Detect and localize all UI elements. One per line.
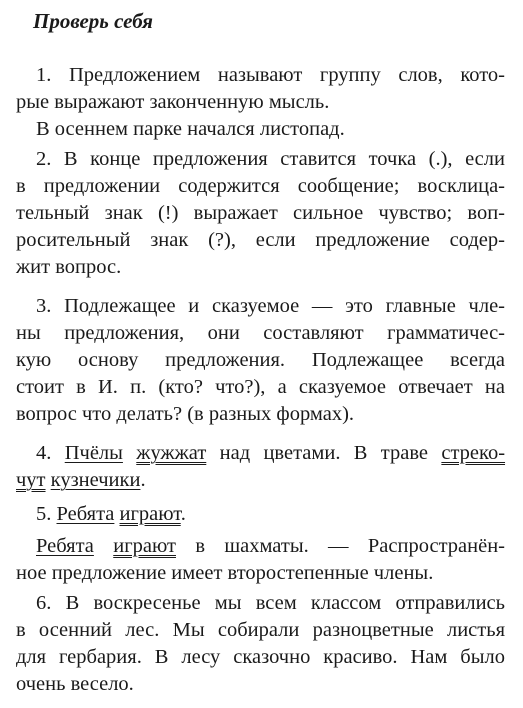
p4-end: . [140, 469, 146, 491]
p6-line-4: очень весело. [16, 673, 134, 695]
subject-word: Ребята [36, 535, 94, 557]
predicate-word: стреко- [441, 442, 506, 464]
predicate-word: чут [16, 469, 46, 491]
p6-line-1: 6. В воскресенье мы всем классом отправились [36, 592, 505, 614]
p2-line-2: в предложении содержится сообщение; восклица- [16, 175, 505, 197]
p3-line-1: 3. Подлежащее и сказуемое — это главные чле- [36, 295, 505, 317]
predicate-word: играют [113, 535, 176, 557]
p6-line-2: в осенний лес. Мы собирали разноцветные листья [16, 619, 505, 641]
p2-line-3: тельный знак (!) выражает сильное чувство; воп- [16, 202, 505, 224]
p4-text: над цветами. В траве [219, 442, 429, 464]
p3-line-4: стоит в И. п. (кто? что?), а сказуемое отвечает на [16, 376, 505, 398]
subject-word: Ребята [56, 503, 115, 525]
p4-line-2 [16, 467, 146, 493]
p5b-text: в шахматы. — Распространён- [195, 535, 506, 557]
p2-line-4: росительный знак (?), если предложение содер- [16, 229, 505, 251]
section-heading: Проверь себя [33, 9, 153, 33]
p1-line-2: рые выражают законченную мысль. [16, 91, 330, 113]
subject-word: кузнечики [50, 469, 141, 491]
p3-line-3: кую основу предложения. Подлежащее всегда [16, 349, 505, 371]
p3-line-5: вопрос что делать? (в разных формах). [16, 403, 355, 425]
p1-line-1: 1. Предложением называют группу слов, кото- [36, 64, 505, 86]
p5-end: . [180, 503, 186, 525]
p6-line-3: для гербария. В лесу сказочно красиво. Нам было [16, 646, 505, 668]
subject-word: Пчёлы [64, 442, 123, 464]
p4-line-1 [36, 440, 505, 466]
predicate-word: жужжат [136, 442, 207, 464]
p2-line-5: жит вопрос. [16, 256, 122, 278]
p5-line [36, 501, 186, 527]
p3-line-2: ны предложения, они составляют грамматичес- [16, 322, 505, 344]
p4-number: 4. [36, 442, 52, 464]
example-sentence: В осеннем парке начался листопад. [36, 118, 345, 140]
p5b-line-1 [36, 533, 505, 559]
p5-number: 5. [36, 503, 52, 525]
p2-line-1: 2. В конце предложения ставится точка (.), если [36, 148, 505, 170]
predicate-word: играют [119, 503, 181, 525]
p5b-line-2: ное предложение имеет второстепенные члены. [16, 562, 434, 584]
